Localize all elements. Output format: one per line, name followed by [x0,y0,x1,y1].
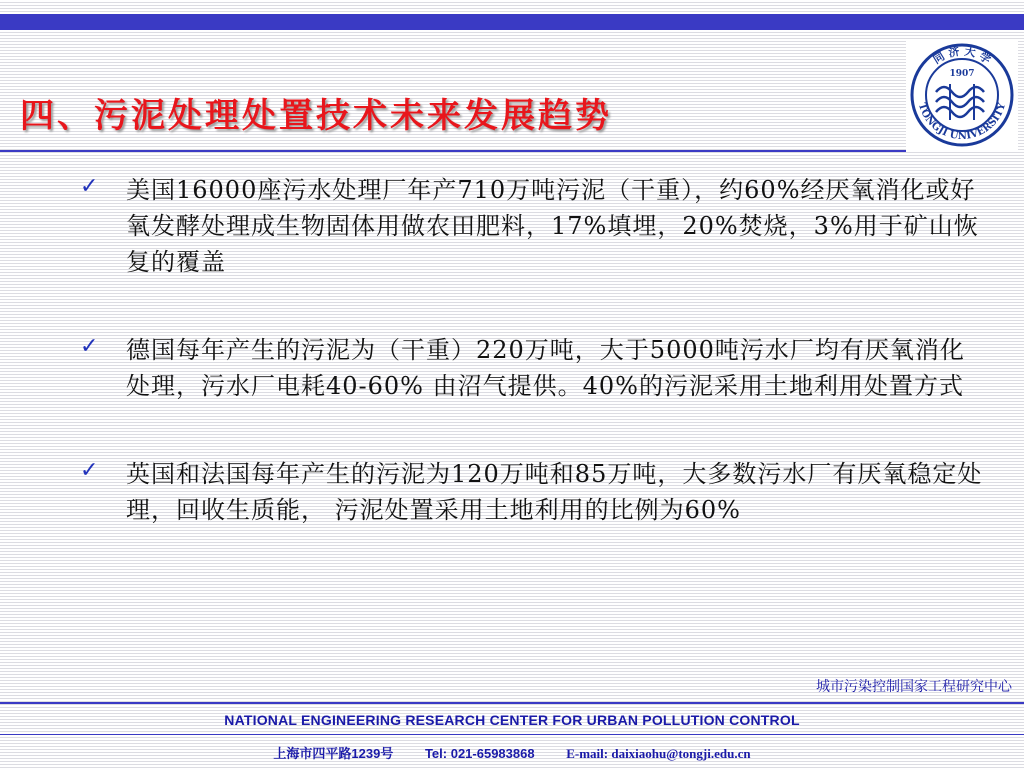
check-icon: ✓ [80,458,99,483]
footer-divider-mid [0,734,1024,735]
logo-name-cn: 同 济 大 学 [930,44,994,67]
bullet-text: 德国每年产生的污泥为（干重）220万吨，大于5000吨污水厂均有厌氧消化处理，污水厂电耗40-60% 由沼气提供。40%的污泥采用土地利用处置方式 [126,336,965,400]
tongji-university-seal-icon [906,40,1018,150]
bullet-item-uk-france [80,456,1000,528]
title-divider [0,150,906,152]
check-icon: ✓ [80,174,99,199]
check-icon: ✓ [80,334,99,359]
footer-email: E-mail: daixiaohu@tongji.edu.cn [566,746,751,761]
footer-divider-top [0,702,1024,704]
slide-title: 四、污泥处理处置技术未来发展趋势 [20,96,612,136]
logo-year: 1907 [949,69,975,79]
footer-address: 上海市四平路1239号 [273,746,394,761]
bullet-item-germany [80,332,1000,404]
center-name-cn: 城市污染控制国家工程研究中心 [816,679,1012,695]
bullet-list [80,172,1000,580]
bullet-text: 美国16000座污水处理厂年产710万吨污泥（干重），约60%经厌氧消化或好氧发酵处理成生物固体用做农田肥料，17%填埋，20%焚烧，3%用于矿山恢复的覆盖 [126,176,979,276]
footer-tel: Tel: 021-65983868 [424,746,535,761]
center-name-en: NATIONAL ENGINEERING RESEARCH CENTER FOR URBAN POLLUTION CONTROL [224,712,800,728]
top-accent-bar [0,14,1024,30]
svg-text:同 济 大 学 [931,44,994,67]
bullet-text: 英国和法国每年产生的污泥为120万吨和85万吨，大多数污水厂有厌氧稳定处理，回收生质能， 污泥处置采用土地利用的比例为60% [126,460,983,524]
logo-name-en: TONGJI UNIVERSITY [915,101,1009,143]
footer-contact [0,743,1024,762]
bullet-item-usa [80,172,1000,280]
university-logo [906,40,1018,150]
